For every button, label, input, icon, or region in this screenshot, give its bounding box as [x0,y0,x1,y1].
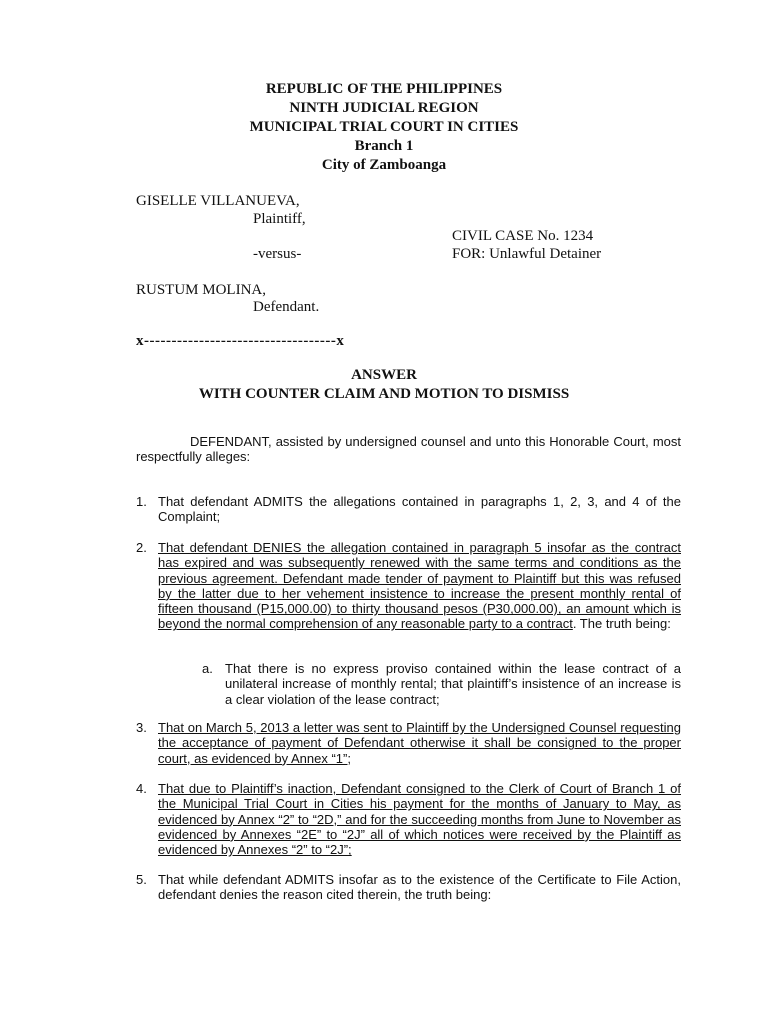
header-city: City of Zamboanga [321,157,447,173]
paragraph-letter: a. [202,661,213,676]
paragraph-rest-text: . The truth being: [572,616,671,632]
paragraph-3 [136,720,681,766]
caption-separator: x-----------------------------------x [136,333,345,349]
paragraph-number: 5. [136,872,147,887]
paragraph-4 [136,781,681,857]
plaintiff-name: GISELLE VILLANUEVA, [136,193,300,209]
paragraph-5 [136,872,681,903]
paragraph-number: 4. [136,781,147,796]
paragraph-text: That while defendant ADMITS insofar as to the existence of the Certificate to File Action, defendant denies the reason cited therein, the truth being: [158,872,681,903]
title-answer: ANSWER [351,367,417,383]
court-header [0,80,768,175]
defendant-role: Defendant. [253,299,320,315]
header-republic: REPUBLIC OF THE PHILIPPINES [265,81,503,97]
paragraph-text: That defendant ADMITS the allegations contained in paragraphs 1, 2, 3, and 4 of the Complaint; [158,494,681,525]
paragraph-underlined-text: That defendant DENIES the allegation contained in paragraph 5 insofar as the contract has expired and was subsequently renewed with the same terms and conditions as the previous agreement. Defendant made tender of payment to Plaintiff but this was refused by the latter due to her vehement insistence to increase the present monthly rental of fifteen thousand (P15,000.00) to thirty thousand pesos (P30,000.00), an amount which is beyond the normal comprehension of any reasonable party to a contract [158,540,681,632]
intro-paragraph: DEFENDANT, assisted by undersigned counsel and unto this Honorable Court, most respectfully alleges: [136,434,681,465]
plaintiff-role: Plaintiff, [253,211,306,227]
paragraph-2a [202,661,681,707]
header-court: MUNICIPAL TRIAL COURT IN CITIES [249,119,519,135]
paragraph-2 [136,540,681,632]
paragraph-number: 1. [136,494,147,509]
paragraph-1 [136,494,681,525]
paragraph-text: That on March 5, 2013 a letter was sent to Plaintiff by the Undersigned Counsel requesting the acceptance of payment of Defendant otherwise it shall be consigned to the proper court, as evidenced by Annex “1”; [158,720,681,766]
document-title [0,366,768,404]
title-subtitle: WITH COUNTER CLAIM AND MOTION TO DISMISS [198,386,570,402]
header-region: NINTH JUDICIAL REGION [289,100,479,116]
case-number: CIVIL CASE No. 1234 [452,228,594,244]
header-branch: Branch 1 [354,138,414,154]
paragraph-number: 2. [136,540,147,555]
case-type: FOR: Unlawful Detainer [452,246,602,262]
paragraph-text: That there is no express proviso contained within the lease contract of a unilateral increase of monthly rental; that plaintiff’s insistence of an increase is a clear violation of the lease contract; [225,661,681,707]
versus-label: -versus- [253,246,302,262]
paragraph-number: 3. [136,720,147,735]
paragraph-text: That due to Plaintiff’s inaction, Defendant consigned to the Clerk of Court of Branch 1 of the Municipal Trial Court in Cities his payment for the months of January to May, as evidenced by Annex “2” to “2D,” and for the succeeding months from June to November as evidenced by Annexes “2E” to “2J” all of which notices were received by the Plaintiff as evidenced by Annexes “2” to “2J”; [158,781,681,858]
paragraph-text [158,540,681,632]
defendant-name: RUSTUM MOLINA, [136,282,267,298]
